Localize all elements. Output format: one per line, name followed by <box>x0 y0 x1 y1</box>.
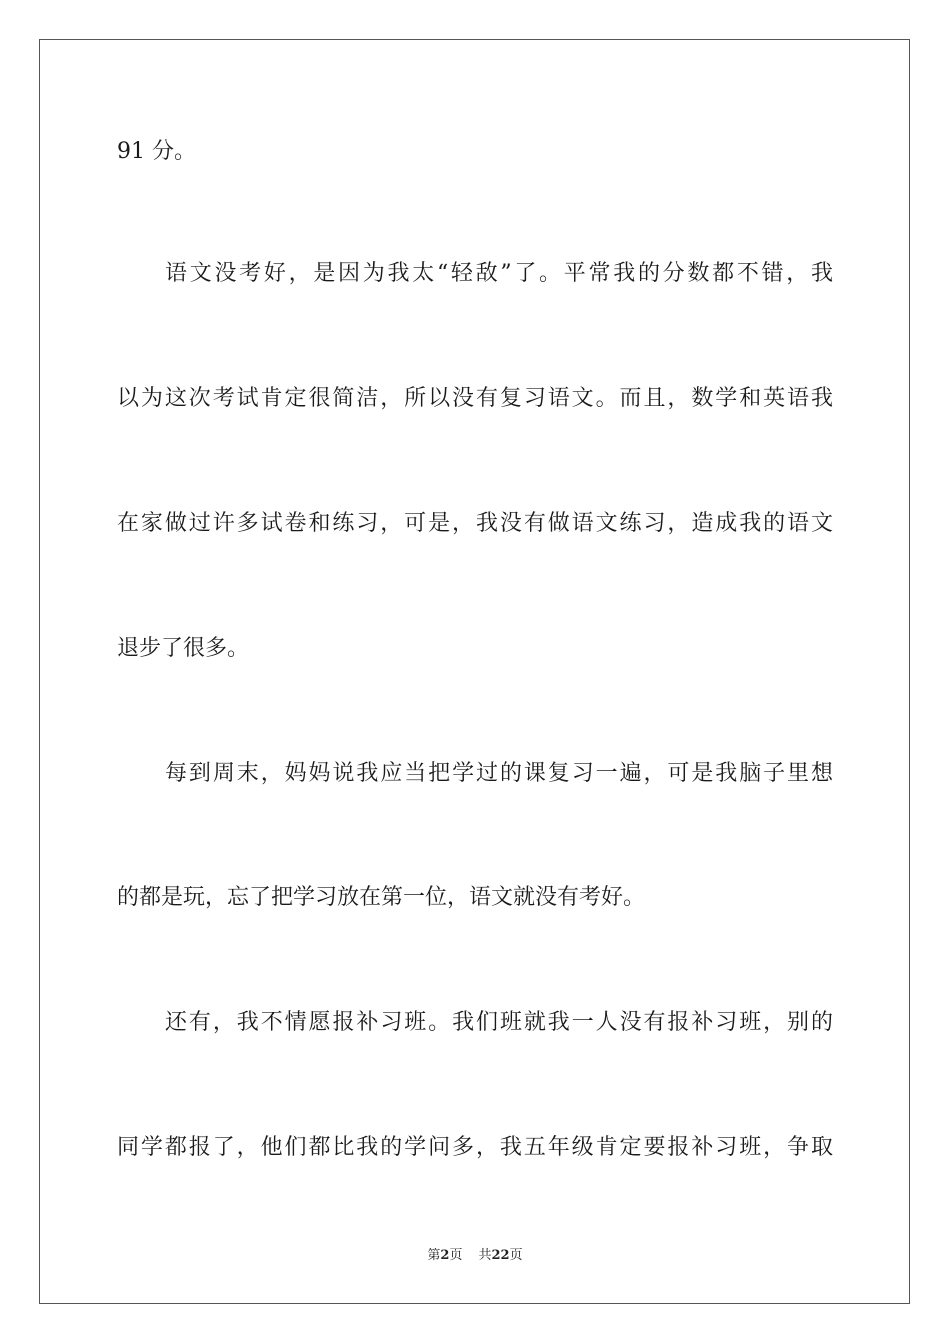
text-line-5: 退步了很多。 <box>117 636 250 661</box>
total-prefix: 共 <box>478 1248 492 1263</box>
page-prefix: 第 <box>427 1248 441 1263</box>
text-line-1: 91 分。 <box>117 139 196 164</box>
total-pages: 22 <box>491 1248 510 1263</box>
total-suffix: 页 <box>509 1248 523 1263</box>
text-line-9: 同学都报了，他们都比我的学问多，我五年级肯定要报补习班，争取 <box>117 1135 833 1160</box>
text-line-6: 每到周末，妈妈说我应当把学过的课复习一遍，可是我脑子里想 <box>165 761 833 786</box>
page-footer <box>0 1247 950 1265</box>
page-number: 2 <box>440 1248 450 1263</box>
text-line-2: 语文没考好，是因为我太“轻敌”了。平常我的分数都不错，我 <box>165 261 833 286</box>
text-line-3: 以为这次考试肯定很简洁，所以没有复习语文。而且，数学和英语我 <box>117 386 833 411</box>
text-line-8: 还有，我不情愿报补习班。我们班就我一人没有报补习班，别的 <box>165 1010 833 1035</box>
text-line-7: 的都是玩，忘了把学习放在第一位，语文就没有考好。 <box>117 885 646 910</box>
text-line-4: 在家做过许多试卷和练习，可是，我没有做语文练习，造成我的语文 <box>117 511 833 536</box>
page-frame <box>39 39 910 1304</box>
page-suffix: 页 <box>449 1248 463 1263</box>
